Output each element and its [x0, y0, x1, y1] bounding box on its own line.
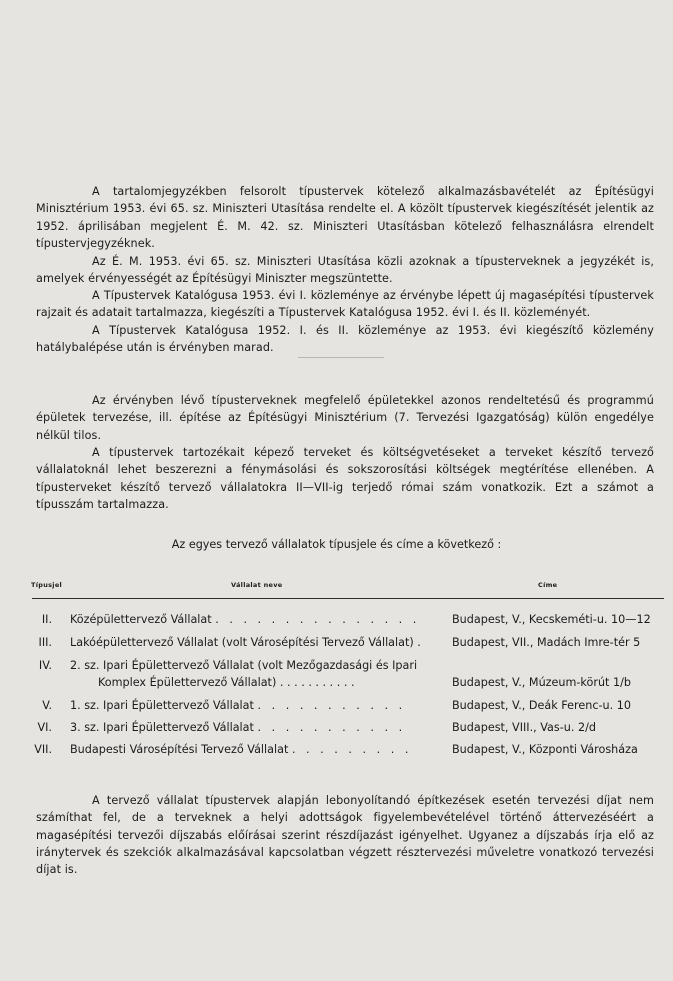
rules-paragraph-1: Az érvényben lévő típusterveknek megfelelő épületekkel azonos rendeltetésű és programmú épületek tervezése, ill. építése az Építésügyi Minisztérium (7. Tervezési Igazgatóság) külön engedélye nélkül tilos. [36, 394, 654, 442]
row-address: Budapest, V., Kecskeméti-u. 10—12 [452, 613, 651, 626]
row-code: VI. [37, 721, 52, 734]
column-header-address: Címe [538, 581, 558, 589]
closing-paragraph: A tervező vállalat típustervek alapján lebonyolítandó építkezések esetén tervezési díjat nem számíthat fel, de a terveknek a helyi adottságok figyelembevételével történő áttervezéséért a magasépítési tervezői díjszabás előírásai szerint részdíjazást igényelhet. Ugyanez a díjszabás írja elő az iránytervek és szekciók alkalmazásával kapcsolatban végzett résztervezési műveletre vonatkozó tervezési díjat is. [36, 794, 654, 877]
row-name: Középülettervező Vállalat . . . . . . . . . . . . . . . [70, 613, 420, 626]
row-address: Budapest, VII., Madách Imre-tér 5 [452, 636, 641, 649]
intro-paragraph-3: A Típustervek Katalógusa 1953. évi I. közleménye az érvénybe lépett új magasépítési típustervek rajzait és adatait tartalmazza, kiegészíti a Típustervek Katalógusa 1952. évi I. és II. közleményét. [36, 289, 654, 320]
column-header-name: Vállalat neve [231, 581, 283, 589]
row-address: Budapest, V., Deák Ferenc-u. 10 [452, 699, 631, 712]
section-divider [298, 357, 384, 358]
leader-dots: . . . . . . . . . . . . . . . [215, 613, 420, 626]
row-name: Budapesti Városépítési Tervező Vállalat . . . . . . . . . [70, 743, 412, 756]
row-code: III. [38, 636, 52, 649]
table-header-rule [32, 598, 664, 599]
leader-dots: . . . . . . . . . . . [279, 676, 355, 689]
row-code: VII. [34, 743, 52, 756]
rules-paragraph-2: A típustervek tartozékait képező terveket és költségvetéseket a terveket készítő tervező vállalatoknál lehet beszerezni a fénymásolási és sokszorosítási költségek megtérítése ellenében. A típusterveket készítő tervező vállalatokra II—VII-ig terjedő római szám vonatkozik. Ezt a számot a típusszám tartalmazza. [36, 446, 654, 511]
leader-dots: . . . . . . . . . . . [257, 699, 406, 712]
leader-dots: . . . . . . . . . [291, 743, 412, 756]
table-caption: Az egyes tervező vállalatok típusjele és címe a következő : [171, 538, 502, 551]
row-name: 1. sz. Ipari Épülettervező Vállalat . . . . . . . . . . . [70, 699, 406, 712]
row-code: II. [41, 613, 52, 626]
intro-paragraph-2: Az É. M. 1953. évi 65. sz. Miniszteri Utasítása közli azoknak a típusterveknek a jegyzékét is, amelyek érvényességét az Építésügyi Miniszter megszüntette. [36, 255, 654, 286]
row-address: Budapest, V., Múzeum-körút 1/b [452, 676, 631, 689]
intro-paragraph-1: A tartalomjegyzékben felsorolt típustervek kötelező alkalmazásbavételét az Építésügyi Minisztérium 1953. évi 65. sz. Miniszteri Utasítása rendelte el. A közölt típustervek kiegészítését jelentik az 1952. áprilisában megjelent É. M. 42. sz. Miniszteri Utasításban kötelező felhasználásra elrendelt típustervjegyzéknek. [36, 185, 654, 250]
leader-dots: . . . . . . . . . . . [257, 721, 406, 734]
intro-paragraph-4: A Típustervek Katalógusa 1952. I. és II. közleménye az 1953. évi kiegészítő közlemény hatálybalépése után is érvényben marad. [36, 324, 654, 355]
row-name-continued: Komplex Épülettervező Vállalat) . . . . . . . . . . . [98, 676, 355, 689]
row-address: Budapest, V., Központi Városháza [452, 743, 638, 756]
row-code: V. [42, 699, 52, 712]
row-code: IV. [38, 659, 52, 672]
row-address: Budapest, VIII., Vas-u. 2/d [452, 721, 596, 734]
row-name: Lakóépülettervező Vállalat (volt Városépítési Tervező Vállalat) . [70, 636, 421, 649]
row-name: 2. sz. Ipari Épülettervező Vállalat (volt Mezőgazdasági és Ipari [70, 659, 418, 672]
row-name: 3. sz. Ipari Épülettervező Vállalat . . . . . . . . . . . [70, 721, 406, 734]
column-header-code: Típusjel [31, 581, 63, 589]
